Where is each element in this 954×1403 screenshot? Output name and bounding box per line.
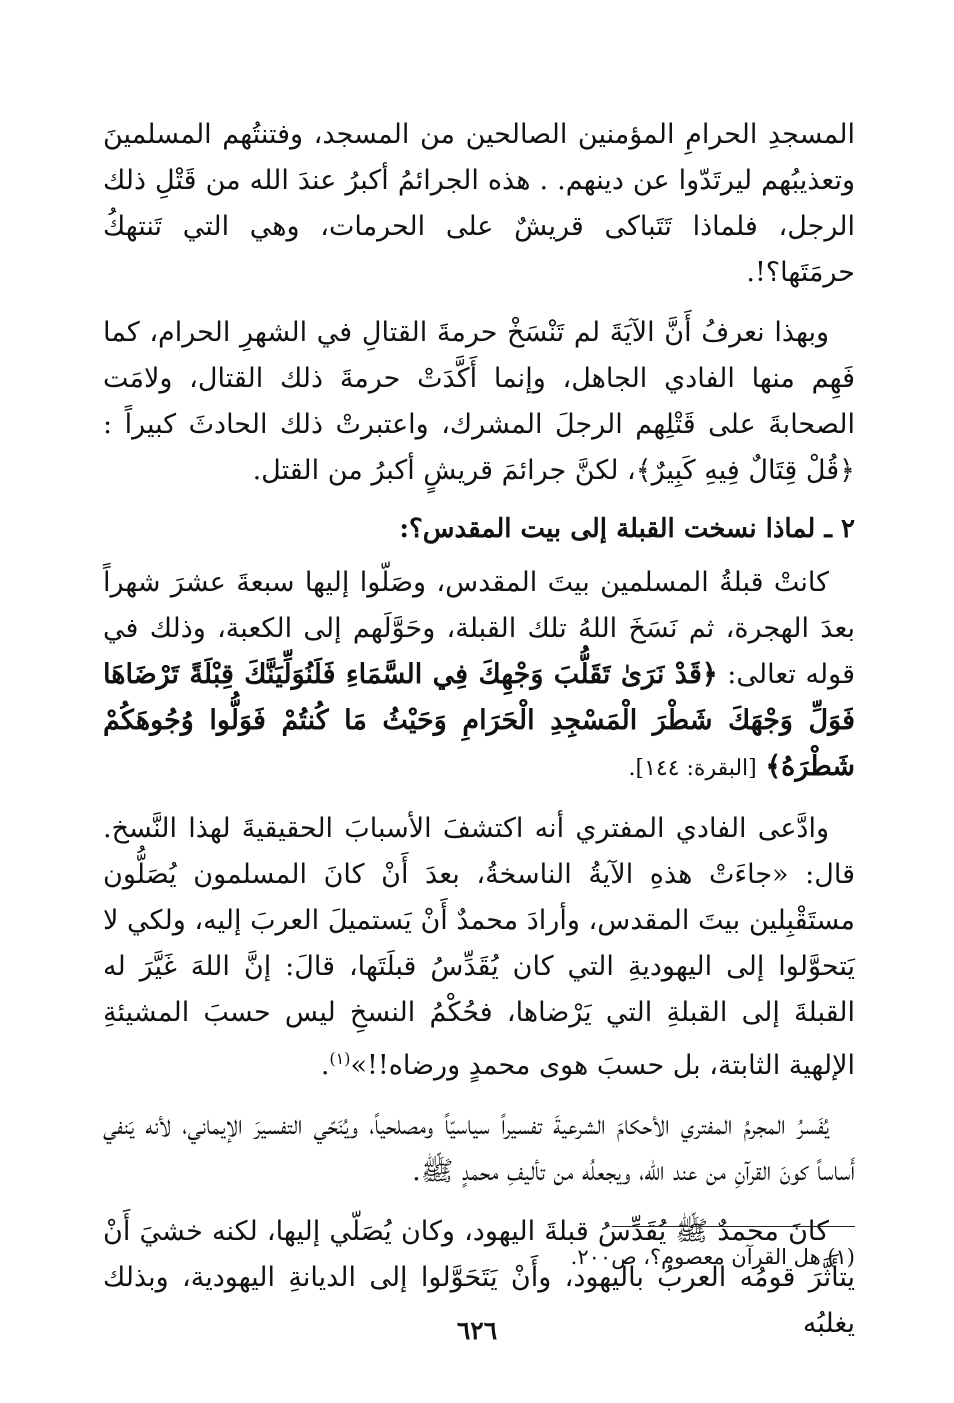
qibla-intro-text: كانتْ قبلةُ المسلمين بيتَ المقدس، وصَلّوا إليها سبعةَ عشرَ شهراً بعدَ الهجرة، ثم نَسَخَ اللهُ تلك القبلة، وحَوَّلَهم إلى الكعبة، وذلك في قوله تعالى: bbox=[103, 567, 855, 690]
footnote-divider bbox=[612, 1226, 855, 1227]
paragraph: المسجدِ الحرامِ المؤمنين الصالحين من المسجد، وفتنتُهم المسلمينَ وتعذيبُهم ليرتَدّوا عن دينهم. . هذه الجرائمُ أكبرُ عندَ الله من قَتْلِ ذلك الرجل، فلماذا تَتَباكى قريشٌ على الحرمات، وهي التي تَنتهكُ حرمَتَها؟!. bbox=[103, 119, 855, 288]
page-body bbox=[103, 112, 855, 1361]
paragraph-qibla bbox=[103, 560, 855, 792]
claim-intro-text: وادَّعى الفادي المفتري أنه اكتشفَ الأسبابَ الحقيقيةَ لهذا النَّسخ. قال: bbox=[103, 813, 855, 890]
paragraph: يُفَسرُ المجرمُ المفتري الأحكامَ الشرعيةَ تفسيراً سياسيّاً ومصلحياً، ويُنَحّي التفسيرَ الإيماني، لأنه يَنفي أَساساً كونَ القرآنِ من عند الله، ويجعلُه من تأليفِ محمدٍ ﷺ. bbox=[103, 1110, 855, 1187]
section-heading: ٢ ـ لماذا نسخت القبلة إلى بيت المقدس؟: bbox=[399, 514, 855, 544]
page-number: ٦٢٦ bbox=[456, 1316, 498, 1345]
paragraph: وبهذا نعرفُ أَنَّ الآيَةَ لم تَنْسَخْ حرمةَ القتالِ في الشهرِ الحرام، كما فَهِم منها الفادي الجاهل، وإنما أَكَّدَتْ حرمةَ ذلك القتال، ولامَت الصحابةَ على قَتْلِهم الرجلَ المشرك، واعتبرتْ ذلك الحادثَ كبيراً : ﴿قُلْ قِتَالٌ فِيهِ كَبِيرٌ﴾، لكنَّ جرائمَ قريشٍ أكبرُ من القتل. bbox=[103, 317, 855, 486]
paragraph-claim: وادَّعى الفادي المفتري أنه اكتشفَ الأسبابَ الحقيقيةَ لهذا النَّسخ. قال: «جاءَتْ هذهِ الآيةُ الناسخةُ، بعدَ أَنْ كانَ المسلمون يُصَلُّون مستَقْبِلين بيتَ المقدس، وأرادَ محمدٌ أَنْ يَستميلَ العربَ إليه، ولكي لا يَتحوَّلوا إلى اليهوديةِ التي كان يُقَدِّسُ قبلَتَها، قالَ: إنَّ اللهَ غَيَّرَ له القبلةَ إلى القبلةِ التي يَرْضاها، فحُكْمُ النسخِ ليس حسبَ المشيئةِ الإلهية الثابتة، بل حسبَ هوى محمدٍ ورضاه!!»$^{(١)}$. bbox=[103, 813, 855, 1081]
quran-verse: ﴿قَدْ نَرَىٰ تَقَلُّبَ وَجْهِكَ فِي السَّمَاءِ فَلَنُوَلِّيَنَّكَ قِبْلَةً تَرْضَاهَا فَوَلِّ وَجْهَكَ شَطْرَ الْمَسْجِدِ الْحَرَامِ وَحَيْثُ مَا كُنتُمْ فَوَلُّوا وُجُوهَكُمْ شَطْرَهُ﴾ bbox=[103, 659, 855, 782]
claim-quote: «جاءَتْ هذهِ الآيةُ الناسخةُ، بعدَ أَنْ كانَ المسلمون يُصَلُّون مستَقْبِلين بيتَ المقدس، وأرادَ محمدٌ أَنْ يَستميلَ العربَ إليه، ولكي لا يَتحوَّلوا إلى اليهوديةِ التي كان يُقَدِّسُ قبلَتَها، قالَ: إنَّ اللهَ غَيَّرَ له القبلةَ إلى القبلةِ التي يَرْضاها، فحُكْمُ النسخِ ليس حسبَ المشيئةِ الإلهية الثابتة، بل حسبَ هوى محمدٍ ورضاه!!» bbox=[103, 859, 855, 1081]
paragraph: كانَ محمدٌ ﷺ يُقَدِّسُ قبلةَ اليهود، وكان يُصَلّي إليها، لكنه خشيَ أَنْ يتأَثَّرَ قومُه العربُ باليهود، وأَنْ يَتَحَوَّلوا إلى الديانةِ اليهودية، وبذلك يغلبُه bbox=[103, 1216, 855, 1339]
footnote: (١) هل القرآن معصوم؟، ص٢٠٠. bbox=[570, 1245, 855, 1269]
footnote-reference[interactable]: (١) bbox=[329, 1049, 351, 1068]
quran-citation: [البقرة: ١٤٤]. bbox=[628, 756, 757, 781]
